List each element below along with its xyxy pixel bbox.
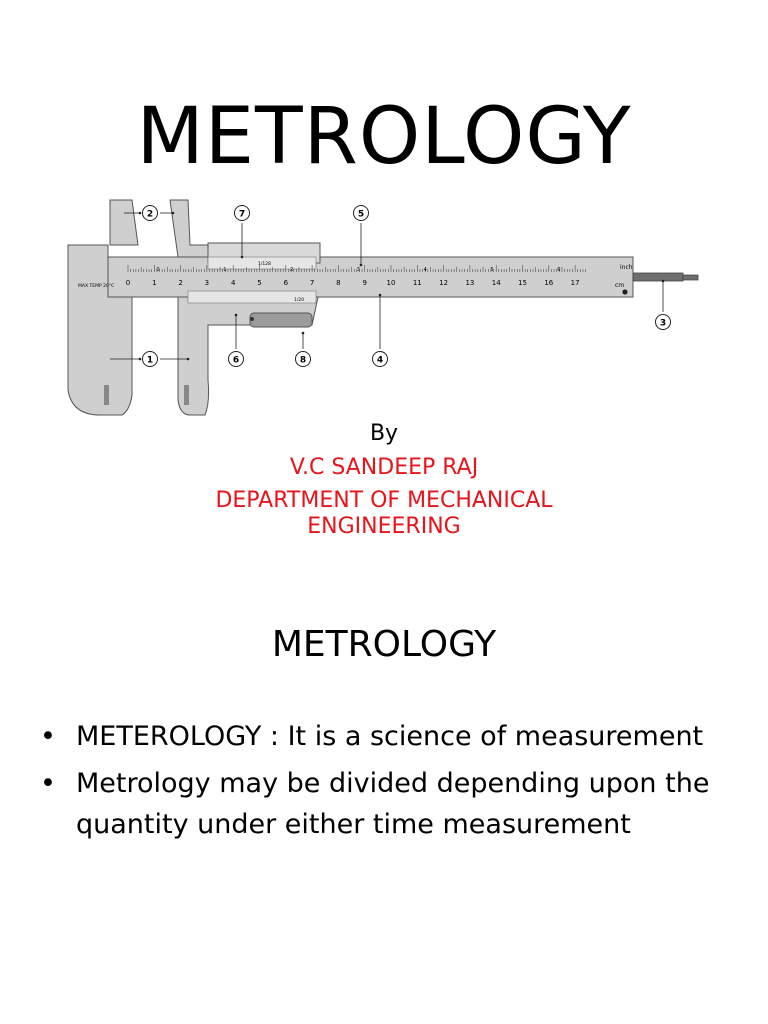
callout-anchor-dot xyxy=(172,212,175,215)
main-scale-number: 14 xyxy=(491,279,501,287)
main-scale-number: 16 xyxy=(544,279,554,287)
main-scale-number: 15 xyxy=(518,279,527,287)
slide-title: METROLOGY xyxy=(136,92,632,182)
main-scale-number: 7 xyxy=(309,279,315,287)
main-scale-number: 9 xyxy=(362,279,367,287)
main-scale-number: 2 xyxy=(178,279,183,287)
main-scale-number: 5 xyxy=(257,279,262,287)
bullet-text: METEROLOGY : It is a science of measurement xyxy=(76,721,704,752)
vernier-label: 1/20 xyxy=(294,298,305,303)
department-line-2: ENGINEERING xyxy=(307,514,461,539)
main-scale-number: 17 xyxy=(570,279,580,287)
author-name: V.C SANDEEP RAJ xyxy=(289,455,479,480)
main-scale-number: 6 xyxy=(283,279,289,287)
main-scale-number: 3 xyxy=(204,279,210,287)
bullet-list xyxy=(40,716,740,851)
upper-scale-number: 0 xyxy=(156,267,160,273)
callout-number: 7 xyxy=(238,209,246,220)
upper-scale-number: 4 xyxy=(423,267,427,273)
byline-prefix: By xyxy=(369,421,399,446)
callout-number: 1 xyxy=(146,355,154,366)
main-scale-number: 11 xyxy=(412,279,422,287)
callout-number: 3 xyxy=(659,318,667,329)
upper-scale-number: 2 xyxy=(290,267,294,273)
vernier-caliper-diagram xyxy=(60,195,710,425)
upper-scale-number: 5 xyxy=(490,267,494,273)
cm-unit-label: cm xyxy=(615,282,625,289)
callout-anchor-dot xyxy=(187,358,190,361)
main-scale-number: 10 xyxy=(386,279,396,287)
callout-number: 6 xyxy=(232,355,240,366)
callout-anchor-dot xyxy=(235,314,238,317)
upper-scale-number: 6 xyxy=(557,267,561,273)
main-scale-number: 13 xyxy=(465,279,475,287)
department-line-1: DEPARTMENT OF MECHANICAL xyxy=(215,488,553,513)
main-scale-number: 0 xyxy=(125,279,131,287)
main-scale-number: 4 xyxy=(230,279,236,287)
bullet-dot-icon: • xyxy=(40,721,56,752)
bullet-dot-icon: • xyxy=(40,768,56,799)
max-temp-label: MAX TEMP 20°C xyxy=(78,284,115,289)
main-scale-number: 1 xyxy=(152,279,157,287)
inch-unit-label: inch xyxy=(620,264,633,271)
upper-scale-number: 3 xyxy=(356,267,360,273)
upper-scale-number: 1 xyxy=(223,267,227,273)
callout-anchor-dot xyxy=(139,212,142,215)
callout-anchor-dot xyxy=(379,294,382,297)
callout-anchor-dot xyxy=(662,280,665,283)
content-slide-title: METROLOGY xyxy=(271,624,497,665)
callout-number: 8 xyxy=(299,355,307,366)
main-scale-number: 8 xyxy=(336,279,341,287)
callout-number: 4 xyxy=(376,355,384,366)
content-slide xyxy=(0,576,768,1024)
callout-number: 5 xyxy=(357,209,365,220)
upper-vernier-label: 1/128 xyxy=(258,262,271,267)
callout-anchor-dot xyxy=(360,264,363,267)
callout-anchor-dot xyxy=(241,256,244,259)
bullet-item xyxy=(40,763,740,845)
callout-anchor-dot xyxy=(302,332,305,335)
bullet-item xyxy=(40,716,740,757)
callout-anchor-dot xyxy=(139,358,142,361)
department-name xyxy=(0,488,768,540)
callout-number: 2 xyxy=(146,209,154,220)
bullet-text: Metrology may be divided depending upon the quantity under either time measurement xyxy=(76,768,710,840)
main-scale-number: 12 xyxy=(439,279,449,287)
caliper-body xyxy=(68,200,698,415)
